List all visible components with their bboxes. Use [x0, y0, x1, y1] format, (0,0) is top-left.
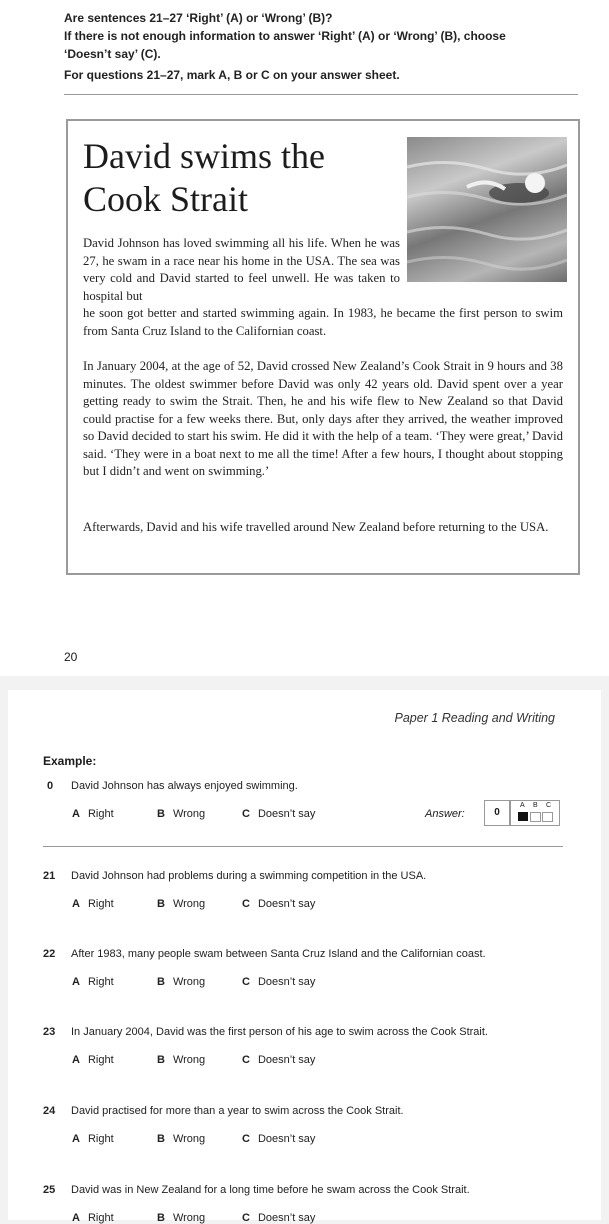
question-21-option-c[interactable]: C Doesn’t say	[242, 898, 316, 910]
question-text: David Johnson had problems during a swimming competition in the USA.	[71, 870, 427, 882]
article-box	[66, 119, 580, 575]
question-text: In January 2004, David was the first person of his age to swim across the Cook Strait.	[71, 1026, 488, 1038]
question-text: After 1983, many people swam between Santa Cruz Island and the Californian coast.	[71, 948, 486, 960]
sheet-letter-a: A	[520, 802, 525, 809]
sheet-letter-c: C	[546, 802, 552, 809]
answer-sheet-number: 0	[484, 800, 510, 826]
question-25-option-a[interactable]: A Right	[72, 1212, 114, 1224]
question-number: 25	[43, 1184, 56, 1196]
article-paragraph-1-end: he soon got better and started swimming again. In 1983, he became the first person to swim from Santa Cruz Island to the Californian coast.	[83, 306, 563, 338]
paper-header: Paper 1 Reading and Writing	[394, 711, 555, 725]
sheet-box-b	[530, 812, 541, 822]
example-text: David Johnson has always enjoyed swimming.	[71, 780, 298, 792]
article-title-line-1: David swims the	[83, 136, 325, 176]
question-24-option-c[interactable]: C Doesn’t say	[242, 1133, 316, 1145]
question-21-option-a[interactable]: A Right	[72, 898, 114, 910]
question-22-option-b[interactable]: B Wrong	[157, 976, 206, 988]
question-text: David was in New Zealand for a long time before he swam across the Cook Strait.	[71, 1184, 470, 1196]
question-24-option-a[interactable]: A Right	[72, 1133, 114, 1145]
question-number: 22	[43, 948, 56, 960]
question-22-option-a[interactable]: A Right	[72, 976, 114, 988]
question-text: David practised for more than a year to swim across the Cook Strait.	[71, 1105, 404, 1117]
article-paragraph-1-start: David Johnson has loved swimming all his life. When he was 27, he swam in a race near his home in the USA. The sea was very cold and David started to feel unwell. He was taken to hospital but	[83, 236, 400, 303]
page-bottom	[8, 690, 601, 1224]
example-label: Example:	[43, 754, 97, 768]
page-number: 20	[64, 650, 78, 664]
answer-sheet-grid	[510, 800, 560, 826]
question-21-option-b[interactable]: B Wrong	[157, 898, 206, 910]
question-24-option-b[interactable]: B Wrong	[157, 1133, 206, 1145]
article-paragraph-3: Afterwards, David and his wife travelled around New Zealand before returning to the USA.	[83, 520, 549, 534]
sheet-box-a-marked	[518, 812, 528, 821]
question-23-option-a[interactable]: A Right	[72, 1054, 114, 1066]
instruction-line-4: For questions 21–27, mark A, B or C on your answer sheet.	[64, 68, 400, 82]
question-number: 23	[43, 1026, 56, 1038]
sheet-box-c	[542, 812, 553, 822]
article-title-line-2: Cook Strait	[83, 179, 249, 219]
swimmer-photo	[407, 137, 567, 282]
question-25-option-c[interactable]: C Doesn’t say	[242, 1212, 316, 1224]
answer-label: Answer:	[425, 808, 465, 820]
sheet-letter-b: B	[533, 802, 538, 809]
divider	[64, 94, 578, 95]
article-paragraph-2: In January 2004, at the age of 52, David crossed New Zealand’s Cook Strait in 9 hours and 38 minutes. The oldest swimmer before David was only 42 years old. David spent over a year getting ready to swim the Strait. Then, he and his wife flew to New Zealand so that David could practise for a few weeks there. But, only days after they arrived, the weather improved so David decided to start his swim. He did it with the help of a team. ‘They were great,’ David said. ‘They were in a boat next to me all the time! After a few hours, I thought about stopping but I didn’t and went on swimming.’	[83, 359, 563, 478]
instruction-line-3: ‘Doesn’t say’ (C).	[64, 47, 161, 61]
example-divider	[43, 846, 563, 847]
swimmer-photo-illustration	[407, 137, 567, 282]
question-number: 21	[43, 870, 56, 882]
answer-sheet-example	[484, 800, 560, 826]
question-22-option-c[interactable]: C Doesn’t say	[242, 976, 316, 988]
article-title	[83, 135, 403, 221]
question-23-option-c[interactable]: C Doesn’t say	[242, 1054, 316, 1066]
example-number: 0	[47, 780, 54, 792]
instruction-line-2: If there is not enough information to answer ‘Right’ (A) or ‘Wrong’ (B), choose	[64, 29, 506, 43]
question-number: 24	[43, 1105, 56, 1117]
example-option-c: C Doesn’t say	[242, 808, 316, 820]
question-25-option-b[interactable]: B Wrong	[157, 1212, 206, 1224]
question-23-option-b[interactable]: B Wrong	[157, 1054, 206, 1066]
example-option-b: B Wrong	[157, 808, 206, 820]
instruction-line-1: Are sentences 21–27 ‘Right’ (A) or ‘Wrong’ (B)?	[64, 11, 333, 25]
example-option-a: A Right	[72, 808, 114, 820]
